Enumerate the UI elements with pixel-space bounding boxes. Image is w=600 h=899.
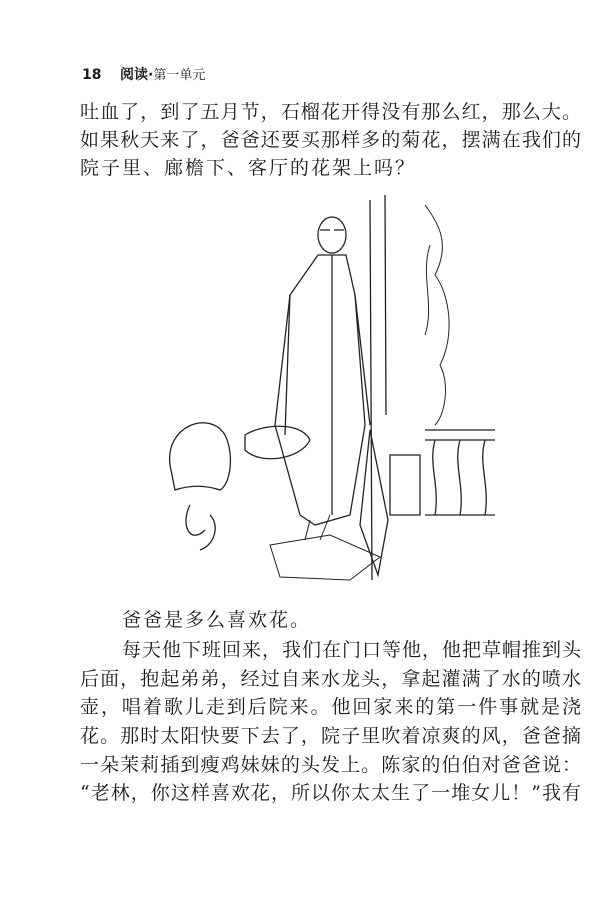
text-line: “老林，你这样喜欢花，所以你太太生了一堆女儿！”我有 bbox=[80, 782, 582, 804]
text-line: 后面，抱起弟弟，经过自来水龙头，拿起灌满了水的喷水 bbox=[80, 668, 582, 690]
text-line: 院子里、廊檐下、客厅的花架上吗？ bbox=[80, 157, 417, 179]
separator: · bbox=[148, 67, 154, 83]
text-line: 壶，唱着歌儿走到后院来。他回家来的第一件事就是浇 bbox=[80, 696, 582, 718]
page-number: 18 bbox=[82, 67, 102, 83]
illustration bbox=[150, 185, 510, 585]
text-line: 爸爸是多么喜欢花。 bbox=[122, 609, 312, 631]
text-line: 吐血了，到了五月节，石榴花开得没有那么红，那么大。 bbox=[80, 101, 582, 123]
section-title: 阅读 bbox=[120, 67, 148, 83]
page-header bbox=[82, 64, 205, 84]
text-line: 一朵茉莉插到瘦鸡妹妹的头发上。陈家的伯伯对爸爸说： bbox=[80, 754, 582, 776]
unit-title: 第一单元 bbox=[153, 68, 206, 83]
text-line: 每天他下班回来，我们在门口等他，他把草帽推到头 bbox=[122, 639, 583, 661]
text-line: 如果秋天来了，爸爸还要买那样多的菊花，摆满在我们的 bbox=[80, 129, 582, 151]
text-line: 花。那时太阳快要下去了，院子里吹着凉爽的风，爸爸摘 bbox=[80, 725, 582, 747]
